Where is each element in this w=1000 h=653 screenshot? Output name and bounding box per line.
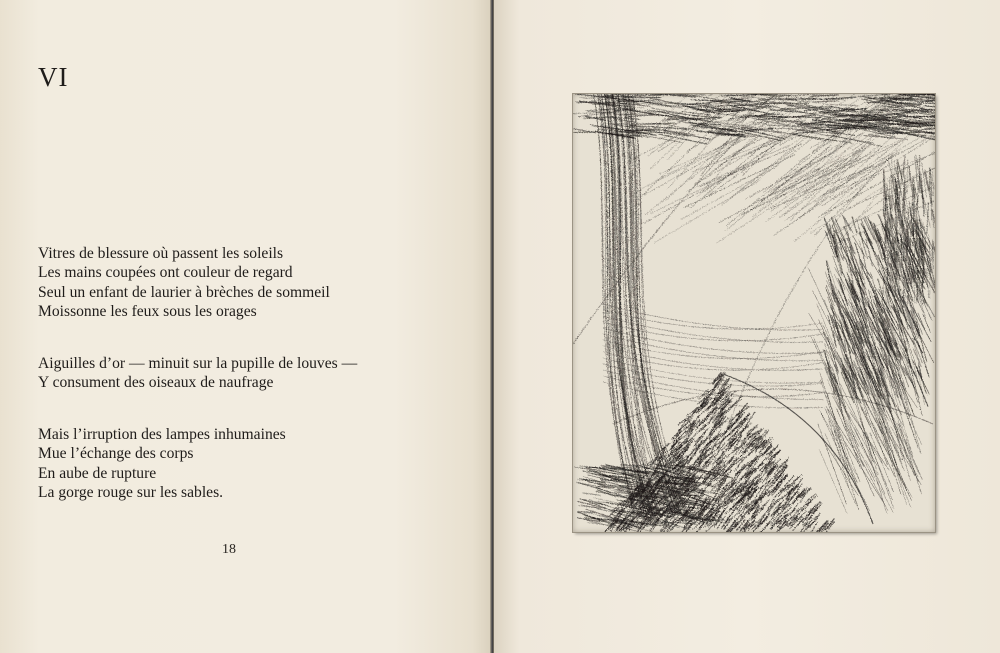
page-number: 18 [222,542,236,557]
verse-line: Y consument des oiseaux de naufrage [38,374,274,392]
verse-line: Aiguilles d’or — minuit sur la pupille de louves — [38,355,358,372]
left-page [0,0,492,653]
stanza-2 [38,354,357,393]
etching-artwork [573,94,935,532]
verse-line: Seul un enfant de laurier à brèches de sommeil [38,283,330,301]
verse-line: Vitres de blessure où passent les soleils [38,245,284,262]
stanza-1 [38,244,330,321]
verse-line: En aube de rupture [38,464,157,482]
verse-line: La gorge rouge sur les sables. [38,483,224,501]
chapter-numeral: VI [38,62,69,92]
stanza-3 [38,425,286,502]
verse-line: Mue l’échange des corps [38,445,194,463]
verse-line: Moissonne les feux sous les orages [38,302,257,320]
etching-plate [573,94,935,532]
verse-line: Les mains coupées ont couleur de regard [38,264,293,282]
verse-line: Mais l’irruption des lampes inhumaines [38,426,286,443]
